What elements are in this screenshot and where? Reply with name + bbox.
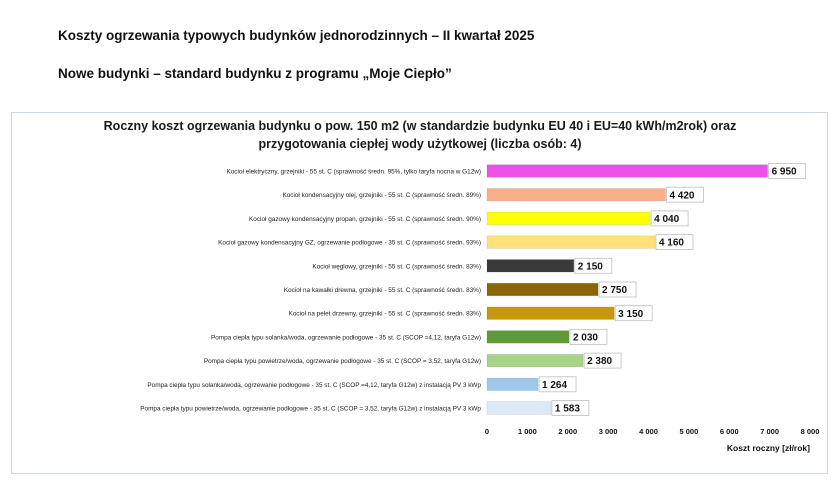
x-tick-label: 7 000	[760, 427, 780, 436]
value-label: 2 150	[577, 261, 603, 273]
x-axis-title: Koszt roczny [zł/rok]	[726, 443, 810, 453]
bar	[487, 283, 598, 296]
bar	[487, 212, 650, 225]
value-label: 3 150	[618, 308, 644, 320]
x-tick-label: 2 000	[558, 427, 578, 436]
value-label: 4 040	[654, 214, 680, 225]
bar	[487, 307, 614, 320]
chart-title-line2: przygotowania ciepłej wody użytkowej (liczba osób: 4)	[258, 137, 582, 151]
category-label: Pompa ciepła typu powietrze/woda, ogrzewanie podłogowe - 35 st. C (SCOP = 3,52, taryfa G12w)	[203, 358, 481, 366]
category-label: Kocioł na kawałki drewna, grzejniki - 55 st. C (sprawność średn. 83%)	[283, 287, 481, 294]
x-tick-label: 0	[484, 427, 490, 436]
bar	[487, 402, 551, 415]
category-label: Kocioł węglowy, grzejniki - 55 st. C (sprawność średn. 83%)	[312, 263, 481, 271]
category-label: Pompa ciepła typu solanka/woda, ogrzewanie podłogowe - 35 st. C (SCOP =4,12, taryfa G12w) z instalacją PV 3 kWp	[147, 381, 481, 389]
category-label: Pompa ciepła typu solanka/woda, ogrzewanie podłogowe - 35 st. C (SCOP =4,12, taryfa G12w)	[210, 334, 481, 342]
value-label: 1 583	[554, 403, 580, 415]
bar	[487, 260, 574, 273]
chart-title-line1: Roczny koszt ogrzewania budynku o pow. 150 m2 (w standardzie budynku EU 40 i EU=40 kWh/m2rok) oraz	[103, 119, 737, 133]
bar	[487, 331, 569, 344]
bar	[487, 236, 655, 249]
value-label: 2 030	[572, 332, 598, 344]
bar	[487, 354, 583, 367]
bar	[487, 378, 538, 391]
bar	[487, 188, 665, 201]
value-label: 2 380	[587, 356, 613, 368]
value-label: 4 420	[669, 190, 695, 202]
x-tick-label: 1 000	[517, 427, 537, 436]
x-tick-label: 5 000	[679, 427, 699, 436]
x-tick-label: 6 000	[719, 427, 739, 436]
category-label: Kocioł na pelet drzewny, grzejniki - 55 st. C (sprawność średn. 83%)	[288, 310, 481, 318]
category-label: Pompa ciepła typu powietrze/woda, ogrzewanie podłogowe - 35 st. C (SCOP = 3,52, taryfa G12w) z instalacją PV 3 kWp	[140, 405, 481, 413]
x-tick-label: 4 000	[639, 427, 658, 436]
bar	[487, 165, 768, 178]
page-subtitle: Nowe budynki – standard budynku z programu „Moje Ciepło”	[58, 66, 452, 81]
x-tick-label: 8 000	[800, 427, 820, 436]
value-label: 6 950	[771, 166, 797, 178]
x-tick-label: 3 000	[598, 427, 618, 436]
value-label: 4 160	[658, 237, 684, 249]
page-title: Koszty ogrzewania typowych budynków jednorodzinnych – II kwartał 2025	[58, 28, 535, 43]
category-label: Kocioł kondensacyjny olej, grzejniki - 55 st. C (sprawność średn. 89%)	[282, 192, 481, 200]
category-label: Kocioł gazowy kondensacyjny propan, grzejniki - 55 st. C (sprawność średn. 90%)	[249, 215, 481, 223]
value-label: 1 264	[542, 379, 568, 391]
value-label: 2 750	[602, 285, 628, 297]
category-label: Kocioł gazowy kondensacyjny GZ, ogrzewanie podłogowe - 35 st. C (sprawność średn. 93%)	[218, 239, 481, 247]
category-label: Kocioł elektryczny, grzejniki - 55 st. C (sprawność średn. 95%, tylko taryfa nocna w G12w)	[226, 168, 481, 176]
